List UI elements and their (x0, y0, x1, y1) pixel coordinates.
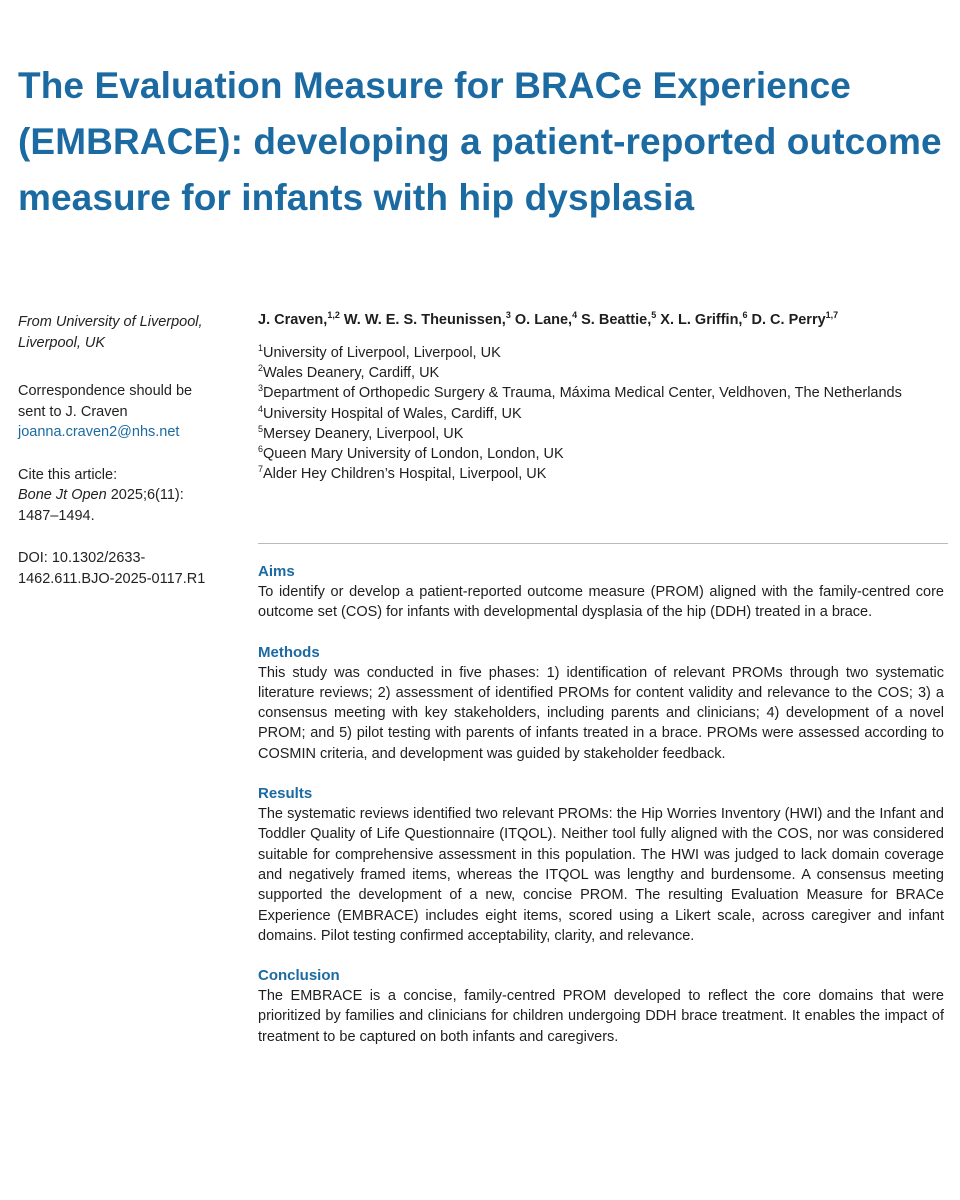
citation-journal: Bone Jt Open (18, 487, 107, 503)
affiliation: $^1$University of Liverpool, Liverpool, UK (258, 343, 501, 361)
author-list (258, 310, 948, 330)
section-body: The EMBRACE is a concise, family-centred PROM developed to reflect the core domains that were prioritized by families and clinicians for children undergoing DDH brace treatment. It enables the impact of treatment to be captured on both infants and caregivers. (258, 988, 944, 1045)
abstract-aims (258, 562, 944, 623)
affiliation: $^6$Queen Mary University of London, London, UK (258, 444, 564, 463)
section-heading: Methods (258, 643, 320, 661)
correspondence-note (18, 381, 223, 443)
author: X. L. Griffin,$^6$ (656, 310, 748, 328)
article-title: The Evaluation Measure for BRACe Experience (EMBRACE): developing a patient-reported outcome measure for infants with hip dysplasia (18, 65, 942, 218)
affiliation: $^4$University Hospital of Wales, Cardiff, UK (258, 403, 522, 422)
article-sidebar (18, 312, 223, 589)
affiliation: $^3$Department of Orthopedic Surgery & Trauma, Máxima Medical Center, Veldhoven, The Netherlands (258, 383, 902, 402)
abstract (258, 562, 944, 1067)
doi-text: DOI: 10.1302/2633-1462.611.BJO-2025-0117.R1 (18, 550, 206, 587)
abstract-conclusion (258, 966, 944, 1047)
correspondence-text: Correspondence should be sent to J. Craven (18, 383, 193, 420)
author: S. Beattie,$^5$ (577, 310, 657, 328)
section-body: The systematic reviews identified two relevant PROMs: the Hip Worries Inventory (HWI) and the Infant and Toddler Quality of Life Questionnaire (ITQOL). Neither tool fully aligned with the COS, nor was considered suitable for comprehensive assessment in this population. The HWI was judged to lack domain coverage and negatively framed items, whereas the ITQOL was lengthy and burdensome. A consensus meeting supported the development of a new, concise PROM. The resulting Evaluation Measure for BRACe Experience (EMBRACE) includes eight items, scored using a Likert scale, across caregiver and infant domains. Pilot testing confirmed acceptability, clarity, and relevance. (258, 806, 944, 944)
section-heading: Aims (258, 563, 295, 580)
author: W. W. E. S. Theunissen,$^3$ (339, 310, 511, 328)
author: D. C. Perry$^{1,7}$ (747, 310, 839, 328)
origin-note: From University of Liverpool, Liverpool, UK (18, 314, 203, 351)
section-body: To identify or develop a patient-reported outcome measure (PROM) aligned with the family-centred core outcome set (COS) for infants with developmental dysplasia of the hip (DDH) treated in a brace. (258, 584, 944, 621)
abstract-results (258, 784, 944, 946)
affiliation: $^7$Alder Hey Children’s Hospital, Liverpool, UK (258, 464, 547, 483)
affiliation: $^5$Mersey Deanery, Liverpool, UK (258, 423, 464, 442)
correspondence-email-link[interactable]: joanna.craven2@nhs.net (18, 424, 180, 440)
section-heading: Conclusion (258, 967, 340, 985)
section-heading: Results (258, 785, 313, 803)
author: O. Lane,$^4$ (510, 310, 578, 328)
citation-details: 2025;6(11): 1487–1494. (18, 487, 184, 524)
abstract-methods (258, 643, 944, 764)
affiliation-list (258, 343, 948, 484)
affiliation: $^2$Wales Deanery, Cardiff, UK (258, 363, 440, 382)
section-divider (258, 543, 948, 544)
author: J. Craven,$^{1,2}$ (258, 310, 340, 328)
cite-label: Cite this article: (18, 466, 118, 483)
section-body: This study was conducted in five phases: 1) identification of relevant PROMs through two systematic literature reviews; 2) assessment of identified PROMs for content validity and relevance to the COS; 3) a consensus meeting with key stakeholders, including parents and clinicians; 4) development of a novel PROM; and 5) pilot testing with parents of infants treated in a brace. PROMs were assessed according to COSMIN criteria, and development was guided by stakeholder feedback. (258, 664, 944, 762)
citation (18, 485, 223, 526)
